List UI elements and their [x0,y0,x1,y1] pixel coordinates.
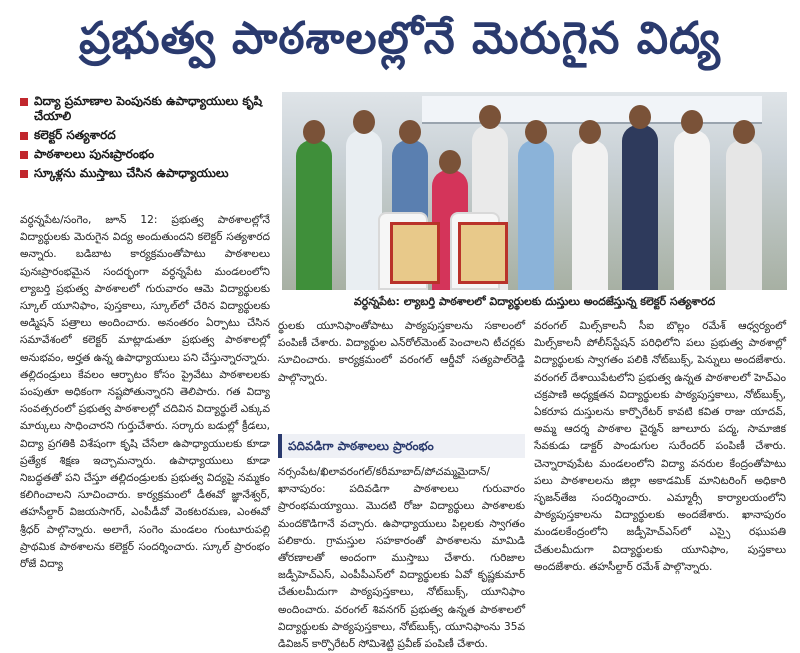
person-head [579,120,601,144]
highlight-text: పాఠశాలలు పునఃప్రారంభం [34,147,155,161]
bullet-square-icon [20,151,28,159]
highlights-list [20,94,270,185]
person-head [479,105,501,129]
bullet-square-icon [20,132,28,140]
person-head [399,120,421,144]
person-head [525,120,547,144]
portrait-frame [390,222,440,284]
person-figure [296,140,332,290]
article-column-1 [20,212,270,632]
article-column-2b [278,464,525,651]
highlight-text: కలెక్టర్ సత్యశారద [34,128,116,142]
photo-caption: వర్ధన్నపేట: ల్యాబర్తి పాఠశాలలో విద్యార్థులకు దుస్తులు అందజేస్తున్న కలెక్టర్ సత్యశారద [353,295,716,308]
highlight-item [20,166,270,181]
person-figure [674,130,710,290]
highlight-text: విద్యా ప్రమాణాల పెంపునకు ఉపాధ్యాయులు కృషి చేయాలి [34,94,263,123]
highlight-text: స్కూళ్లను ముస్తాబు చేసిన ఉపాధ్యాయులు [34,166,229,180]
sub-headline: పదివడిగా పాఠశాలలు ప్రారంభం [278,434,525,458]
portrait-frame [458,222,508,284]
article-paragraph: వరంగల్ మిల్స్‌కాలనీ సీఐ బొల్లం రమేశ్ ఆధ్వర్యంలో మిల్స్‌కాలనీ పోలీస్‌స్టేషన్ పరిధిలోని పలు ప్రభుత్వ పాఠశాల్లో విద్యార్థులకు స్వాగతం పలికి నోట్‌బుక్స్, పెన్నులు అందజేశారు. వరంగల్ దేశాయిపేటలోని ప్రభుత్వ ఉన్నత పాఠశాలలో హెచ్‌ఎం చక్రపాణి అధ్యక్షతన విద్యార్థులకు పాఠ్యపుస్తకాలు, నోట్‌బుక్స్, ఏకరూప దుస్తులను కార్పొరేటర్ కావటి కవిత రాజు యాదవ్, అమ్మ ఆదర్శ పాఠశాల చైర్మన్ జూలూరు పద్మ, సామాజిక సేవకుడు డాక్టర్ పాండుగుల సురేందర్ పంపిణీ చేశారు. చెన్నారావుపేట మండలంలోని విద్యా వనరుల కేంద్రంతోపాటు పలు పాఠశాలలను జిల్లా అకాడమిక్ మానిటరింగ్ అధికారి సృజన్‌తేజ సందర్శించారు. ఎమ్మార్సీ కార్యాలయంలోని పాఠ్యపుస్తకాలను విద్యార్థులకు అందజేశారు. ఖానాపురం మండలకేంద్రంలోని జడ్పీహెచ్‌ఎస్‌లో ఎస్సై రఘుపతి చేతులమీదుగా విద్యార్థులకు యూనిఫాం, పుస్తకాలు అందజేశారు. తహసీల్దార్ రమేశ్ పాల్గొన్నారు. [534,320,786,573]
highlight-item [20,128,270,143]
person-head [629,105,651,129]
article-paragraph: వర్ధన్నపేట/సంగెం, జూన్ 12: ప్రభుత్వ పాఠశాలల్లోనే విద్యార్థులకు మెరుగైన విద్య అందుతుందని కలెక్టర్ సత్యశారద అన్నారు. బడిబాట కార్యక్రమంతోపాటు పాఠశాలలు పునఃప్రారంభమైన సందర్భంగా వర్ధన్నపేట మండలంలోని ల్యాబర్తి ప్రభుత్వ పాఠశాలలో గురువారం ఆమె విద్యార్థులకు స్కూల్ యూనిఫాం, పుస్తకాలు, స్కూల్‌లో చేరిన విద్యార్థులకు అడ్మిషన్ పత్రాలు అందించారు. అనంతరం ఏర్పాటు చేసిన సమావేశంలో కలెక్టర్ మాట్లాడుతూ ప్రభుత్వ పాఠశాలల్లో అనుభవం, అర్హత ఉన్న ఉపాధ్యాయులు పని చేస్తున్నారన్నారు. తల్లిదండ్రులు కేవలం ఆర్భాటం కోసం ప్రైవేటు పాఠశాలలకు పంపుతూ అధికంగా నష్టపోతున్నారని తెలిపారు. గత విద్యా సంవత్సరంలో ప్రభుత్వ పాఠశాలల్లో చదివిన విద్యార్థులే ఎక్కువ మార్కులు సాధించారని గుర్తుచేశారు. సర్కారు బడుల్లో క్రీడలు, విద్యా ప్రగతికి విశేషంగా కృషి చేసేలా ఉపాధ్యాయులకు కూడా ప్రత్యేక శిక్షణ ఇచ్చామన్నారు. ఉపాధ్యాయులు కూడా నిబద్ధతతో పని చేస్తూ తల్లిదండ్రులకు ప్రభుత్వ విద్యపై నమ్మకం కలిగించాలని సూచించారు. కార్యక్రమంలో డీఈవో జ్ఞానేశ్వర్, తహసీల్దార్ విజయసాగర్, ఎంపీడీవో వెంకటరమణ, ఎంఈవో శ్రీధర్ పాల్గొన్నారు. అలాగే, సంగెం మండలం గుంటూరుపల్లి ప్రాథమిక పాఠశాలను కలెక్టర్ సందర్శించారు. స్కూల్ ప్రారంభం రోజే విద్యా [20,214,270,571]
person-figure [726,140,762,290]
person-figure [622,125,658,290]
person-head [353,110,375,134]
person-figure [572,140,608,290]
person-figure [346,130,382,290]
article-paragraph: నర్సంపేట/ఖిలావరంగల్/కరీమాబాద్/పోచమ్మమైదాన్/ఖానాపురం: పదివడిగా పాఠశాలలు గురువారం ప్రారంభమయ్యాయి. మొదటి రోజు విద్యార్థులు పాఠశాలకు మందకొడిగానే వచ్చారు. ఉపాధ్యాయులు పిల్లలకు స్వాగతం పలికారు. గ్రామస్తుల సహకారంతో పాఠశాలను మామిడి తోరణాలతో అందంగా ముస్తాబు చేశారు. గురిజాల జడ్పీహెచ్‌ఎస్, ఎంపీపీఎస్‌లో విద్యార్థులకు ఏవో కృష్ణకుమార్ చేతులమీదుగా పాఠ్యపుస్తకాలు, నోట్‌బుక్స్, యూనిఫాం అందించారు. వరంగల్ శివనగర్ ప్రభుత్వ ఉన్నత పాఠశాలలో విద్యార్థులకు పాఠ్యపుస్తకాలు, నోట్‌బుక్స్, యూనిఫాంను 35వ డివిజన్ కార్పొరేటర్ సోమిశెట్టి ప్రవీణ్ పంపిణీ చేశారు. [278,466,525,651]
person-head [303,120,325,144]
article-column-3 [534,318,786,632]
bullet-square-icon [20,170,28,178]
person-head [733,120,755,144]
headline: ప్రభుత్వ పాఠశాలల్లోనే మెరుగైన విద్య [79,13,721,64]
article-column-2 [278,318,525,430]
highlight-item [20,147,270,162]
highlight-item [20,94,270,124]
person-head [681,110,703,134]
person-head [439,150,461,174]
news-photo [282,92,787,290]
bullet-square-icon [20,98,28,106]
person-figure [518,140,554,290]
article-paragraph: ర్థులకు యూనిఫాంతోపాటు పాఠ్యపుస్తకాలను సకాలంలో పంపిణీ చేశారు. విద్యార్థుల ఎన్‌రోల్‌మెంట్ పెంచాలని టీచర్లకు సూచించారు. కార్యక్రమంలో వరంగల్ ఆర్డీవో సత్యపాల్‌రెడ్డి పాల్గొన్నారు. [278,320,525,384]
